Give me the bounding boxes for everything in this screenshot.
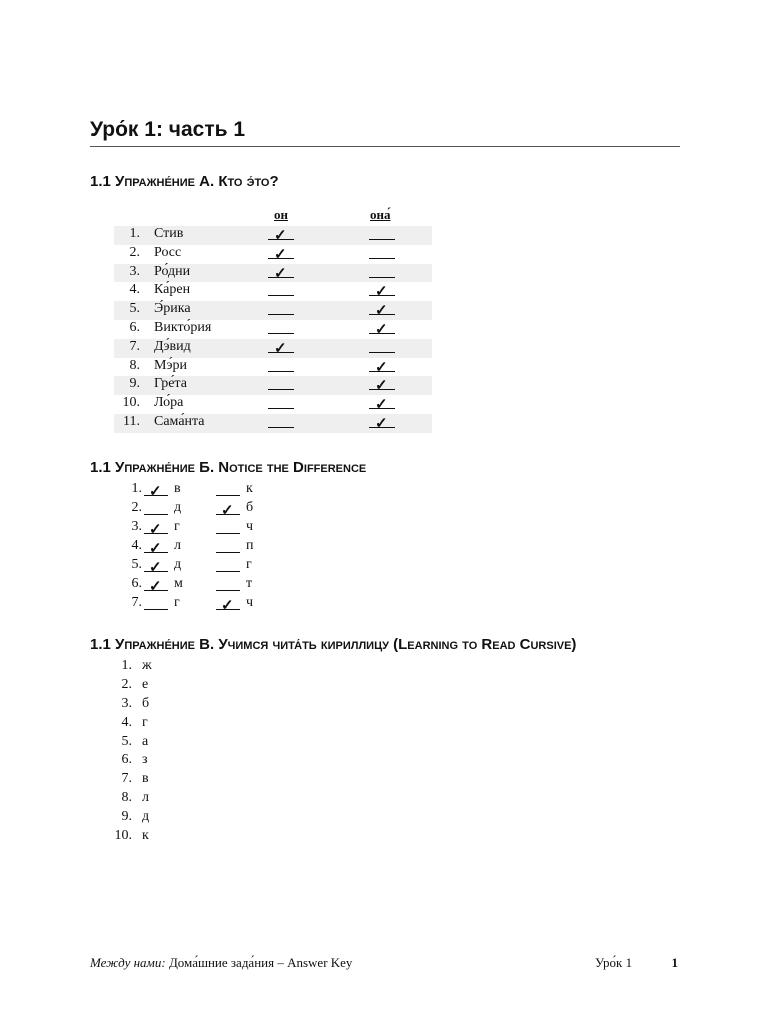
answer-blank-ona: [369, 397, 395, 414]
item-number: 6.: [121, 752, 132, 768]
item-letter: г: [142, 714, 148, 730]
item-letter: а: [142, 733, 149, 749]
letter-first: л: [174, 538, 181, 553]
item-number: 2.: [131, 500, 142, 515]
answer-blank-second: [216, 503, 240, 519]
letter-first: д: [174, 557, 182, 572]
item-number: 2.: [121, 676, 132, 692]
answer-blank-first: [144, 514, 168, 515]
checkmark-icon: ✓: [149, 541, 162, 557]
answer-blank-on: [268, 333, 294, 334]
table-row: [114, 226, 432, 245]
table-row: [114, 414, 432, 433]
letter-first: д: [174, 500, 182, 515]
answer-blank-on: [268, 295, 294, 296]
table-row: [114, 301, 432, 320]
checkmark-icon: ✓: [375, 303, 388, 320]
letter-second: г: [246, 557, 252, 572]
exercise-a-table: [114, 226, 432, 433]
checkmark-icon: ✓: [375, 321, 388, 338]
answer-blank-on: [268, 427, 294, 428]
row-number: 7.: [129, 338, 140, 354]
list-item: [112, 677, 232, 696]
checkmark-icon: ✓: [274, 228, 287, 244]
letter-first: г: [174, 595, 180, 610]
checkmark-icon: ✓: [375, 359, 388, 376]
row-number: 6.: [129, 319, 140, 335]
page-footer: [90, 955, 680, 973]
item-letter: в: [142, 771, 149, 787]
row-number: 2.: [129, 244, 140, 260]
answer-blank-first: [144, 579, 168, 595]
exercise-b-list: [112, 481, 332, 614]
answer-blank-ona: [369, 321, 395, 338]
item-letter: ж: [142, 658, 152, 673]
footer-lesson: Уро́к 1: [595, 955, 633, 970]
footer-book-title: [90, 955, 352, 971]
row-name: Э́рика: [154, 301, 191, 317]
item-number: 3.: [131, 519, 142, 534]
letter-first: м: [174, 576, 183, 591]
list-item: [112, 576, 332, 595]
answer-blank-second: [216, 533, 240, 534]
list-item: [112, 828, 232, 847]
table-row: [114, 376, 432, 395]
item-number: 1.: [131, 481, 142, 496]
answer-blank-on: [268, 314, 294, 315]
row-number: 11.: [123, 413, 140, 429]
row-name: Викто́рия: [154, 319, 212, 335]
item-number: 10.: [114, 828, 132, 844]
exercise-a-heading: Упражне́ние А. Кто э́то?: [115, 173, 279, 190]
answer-blank-second: [216, 495, 240, 496]
item-letter: л: [142, 790, 149, 806]
answer-blank-ona: [369, 378, 395, 395]
letter-second: ч: [246, 595, 254, 610]
letter-second: т: [246, 576, 253, 591]
checkmark-icon: ✓: [149, 579, 162, 595]
row-number: 3.: [129, 263, 140, 279]
item-number: 3.: [121, 695, 132, 711]
row-name: Гре́та: [154, 376, 187, 392]
checkmark-icon: ✓: [221, 598, 234, 614]
answer-blank-first: [144, 560, 168, 576]
row-name: Сама́нта: [154, 413, 205, 429]
item-number: 1.: [121, 658, 132, 673]
answer-blank-second: [216, 590, 240, 591]
row-name: Ка́рен: [154, 282, 191, 298]
answer-blank-on: [268, 228, 294, 244]
footer-book-title-italic: Между нами:: [90, 955, 166, 970]
answer-blank-ona: [369, 258, 395, 259]
answer-blank-on: [268, 246, 294, 263]
list-item: [112, 481, 332, 500]
column-header-ona: она́: [370, 207, 391, 222]
list-item: [112, 809, 232, 828]
item-number: 9.: [121, 809, 132, 825]
exercise-b-number: 1.1: [90, 459, 111, 476]
list-item: [112, 715, 232, 734]
checkmark-icon: ✓: [149, 522, 162, 538]
exercise-c-list: [112, 658, 232, 847]
table-row: [114, 395, 432, 414]
letter-first: г: [174, 519, 180, 534]
checkmark-icon: ✓: [149, 484, 162, 500]
answer-blank-first: [144, 541, 168, 557]
letter-second: к: [246, 481, 253, 496]
exercise-a-number: 1.1: [90, 173, 111, 190]
answer-blank-second: [216, 598, 240, 614]
row-number: 1.: [129, 226, 140, 241]
row-name: Мэ́ри: [154, 357, 187, 373]
list-item: [112, 519, 332, 538]
row-name: Росс: [154, 244, 182, 260]
checkmark-icon: ✓: [221, 503, 234, 519]
item-number: 7.: [121, 771, 132, 787]
answer-blank-ona: [369, 284, 395, 301]
answer-blank-ona: [369, 303, 395, 320]
list-item: [112, 595, 332, 614]
table-row: [114, 245, 432, 264]
row-number: 5.: [129, 301, 140, 317]
answer-blank-ona: [369, 277, 395, 278]
answer-blank-on: [268, 265, 294, 282]
exercise-a-column-headers: [268, 207, 418, 225]
answer-blank-on: [268, 371, 294, 372]
row-name: Стив: [154, 226, 184, 241]
answer-blank-on: [268, 408, 294, 409]
answer-blank-second: [216, 552, 240, 553]
answer-blank-on: [268, 340, 294, 357]
list-item: [112, 696, 232, 715]
item-number: 5.: [121, 733, 132, 749]
row-number: 4.: [129, 282, 140, 298]
item-number: 7.: [131, 595, 142, 610]
item-letter: д: [142, 809, 150, 825]
item-number: 4.: [121, 714, 132, 730]
table-row: [114, 339, 432, 358]
item-number: 4.: [131, 538, 142, 553]
list-item: [112, 557, 332, 576]
answer-blank-first: [144, 484, 168, 500]
row-number: 8.: [129, 357, 140, 373]
footer-book-title-rest: Дома́шние зада́ния – Answer Key: [165, 955, 353, 970]
item-number: 5.: [131, 557, 142, 572]
list-item: [112, 538, 332, 557]
checkmark-icon: ✓: [274, 246, 287, 263]
row-name: Ло́ра: [154, 395, 184, 411]
exercise-b-heading: Упражне́ние Б. Notice the Difference: [115, 459, 367, 476]
letter-first: в: [174, 481, 181, 496]
row-name: Дэ́вид: [154, 338, 191, 354]
list-item: [112, 658, 232, 677]
checkmark-icon: ✓: [375, 284, 388, 301]
checkmark-icon: ✓: [375, 378, 388, 395]
list-item: [112, 771, 232, 790]
row-number: 9.: [129, 376, 140, 392]
item-letter: з: [142, 752, 148, 768]
answer-blank-first: [144, 522, 168, 538]
answer-blank-ona: [369, 359, 395, 376]
table-row: [114, 264, 432, 283]
checkmark-icon: ✓: [274, 265, 287, 282]
exercise-b-title: [90, 459, 366, 476]
item-letter: е: [142, 676, 149, 692]
row-name: Ро́дни: [154, 263, 191, 279]
item-number: 6.: [131, 576, 142, 591]
table-row: [114, 358, 432, 377]
answer-blank-ona: [369, 415, 395, 432]
list-item: [112, 790, 232, 809]
item-letter: б: [142, 695, 150, 711]
letter-second: б: [246, 500, 254, 515]
table-row: [114, 282, 432, 301]
answer-blank-ona: [369, 352, 395, 353]
answer-blank-first: [144, 609, 168, 610]
item-letter: к: [142, 828, 149, 844]
checkmark-icon: ✓: [149, 560, 162, 576]
checkmark-icon: ✓: [375, 397, 388, 414]
exercise-c-heading: Упражне́ние В. Учимся чита́ть кириллицу (Learning to Read Cursive): [115, 636, 577, 653]
column-header-on: он: [274, 207, 288, 222]
footer-page-number: 1: [671, 955, 678, 970]
page-title: Уро́к 1: часть 1: [90, 118, 680, 147]
table-row: [114, 320, 432, 339]
answer-blank-second: [216, 571, 240, 572]
exercise-c-title: [90, 636, 576, 653]
answer-blank-on: [268, 389, 294, 390]
list-item: [112, 752, 232, 771]
letter-second: п: [246, 538, 254, 553]
exercise-c-number: 1.1: [90, 636, 111, 653]
item-number: 8.: [121, 790, 132, 806]
list-item: [112, 500, 332, 519]
row-number: 10.: [122, 395, 140, 411]
checkmark-icon: ✓: [274, 340, 287, 357]
checkmark-icon: ✓: [375, 415, 388, 432]
list-item: [112, 734, 232, 753]
letter-second: ч: [246, 519, 254, 534]
answer-blank-ona: [369, 239, 395, 240]
exercise-a-title: [90, 173, 279, 190]
